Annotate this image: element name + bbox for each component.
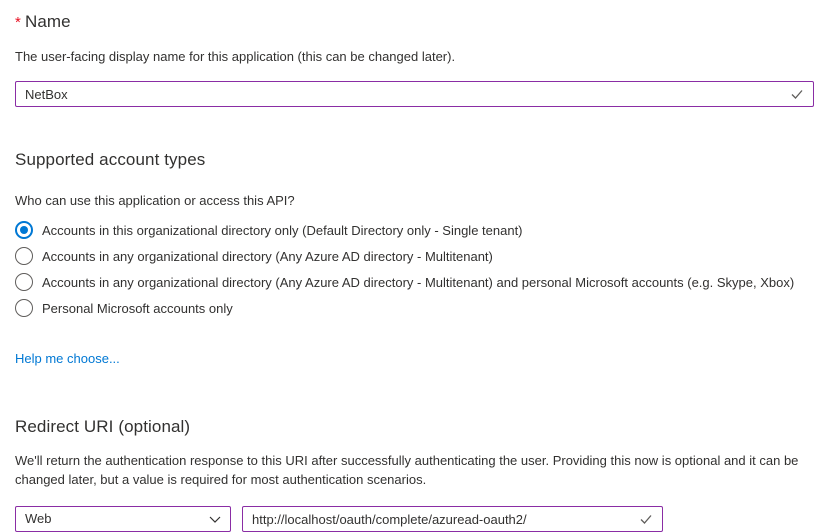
help-me-choose-link[interactable]: Help me choose... — [15, 351, 120, 366]
name-title-text: Name — [24, 12, 71, 31]
radio-option-single-tenant[interactable] — [15, 221, 814, 239]
radio-option-label: Accounts in any organizational directory (Any Azure AD directory - Multitenant) — [42, 248, 493, 264]
redirect-uri-section — [15, 417, 814, 532]
name-section-title — [15, 12, 814, 32]
redirect-uri-description: We'll return the authentication response to this URI after successfully authenticating the user. Providing this now is optional and it can be changed later, but a value is required for most authentication scenarios. — [15, 453, 799, 487]
account-type-radio-group — [15, 221, 814, 317]
required-asterisk: * — [15, 14, 21, 31]
redirect-uri-input[interactable] — [242, 506, 663, 532]
radio-button-icon[interactable] — [15, 221, 33, 239]
radio-option-multitenant-personal[interactable] — [15, 273, 814, 291]
radio-option-multitenant[interactable] — [15, 247, 814, 265]
radio-button-icon[interactable] — [15, 273, 33, 291]
redirect-uri-title: Redirect URI (optional) — [15, 417, 191, 436]
account-types-title: Supported account types — [15, 150, 206, 169]
account-types-section — [15, 150, 814, 368]
platform-select-value: Web — [25, 511, 52, 526]
radio-option-personal-only[interactable] — [15, 299, 814, 317]
radio-option-label: Accounts in this organizational directory only (Default Directory only - Single tenant) — [42, 222, 523, 238]
redirect-uri-inputs-row — [15, 506, 814, 532]
radio-button-icon[interactable] — [15, 299, 33, 317]
name-input-container — [15, 81, 814, 107]
platform-select[interactable] — [15, 506, 231, 532]
radio-option-label: Personal Microsoft accounts only — [42, 300, 233, 316]
platform-select-container — [15, 506, 231, 532]
app-name-input[interactable] — [15, 81, 814, 107]
account-types-question: Who can use this application or access this API? — [15, 193, 295, 208]
redirect-uri-input-container — [242, 506, 663, 532]
radio-option-label: Accounts in any organizational directory (Any Azure AD directory - Multitenant) and personal Microsoft accounts (e.g. Skype, Xbox) — [42, 274, 795, 290]
radio-button-icon[interactable] — [15, 247, 33, 265]
name-description: The user-facing display name for this application (this can be changed later). — [15, 49, 456, 64]
